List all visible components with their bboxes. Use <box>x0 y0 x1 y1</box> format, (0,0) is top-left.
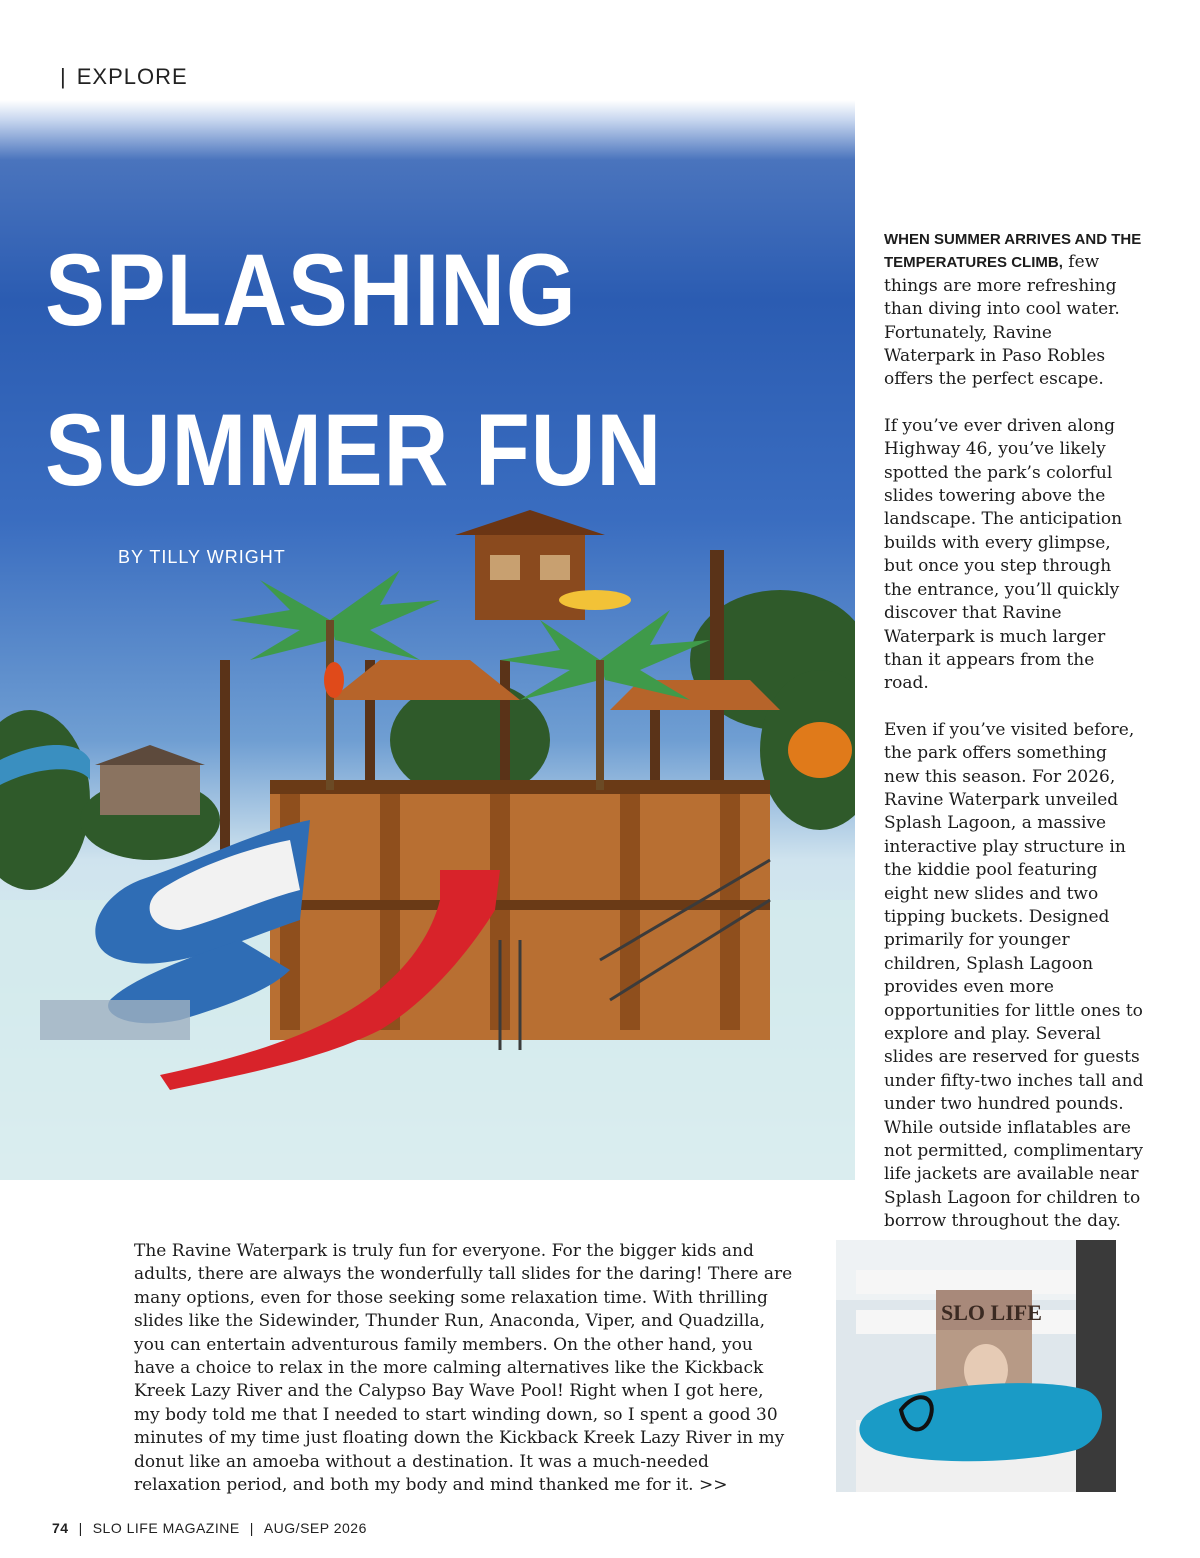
section-name: EXPLORE <box>76 64 188 89</box>
footer-separator: | <box>249 1520 254 1536</box>
lead-rest: few things are more refreshing than diving into cool water. Fortunately, Ravine Waterpark in Paso Robles offers the perfect escape. <box>884 252 1120 390</box>
page-number: 74 <box>52 1520 69 1536</box>
paragraph-3: Even if you’ve visited before, the park offers something new this season. For 2026, Ravine Waterpark unveiled Splash Lagoon, a massive interactive play structure in the kiddie pool featuring eight new slides and two tipping buckets. Designed primarily for younger children, Splash Lagoon provides even more opportunities for little ones to explore and play. Several slides are reserved for guests under fifty-two inches tall and under two hundred pounds. While outside inflatables are not permitted, complimentary life jackets are available near Splash Lagoon for children to borrow throughout the day. <box>884 719 1144 1232</box>
hero-photo <box>0 100 855 1180</box>
paragraph-2: If you’ve ever driven along Highway 46, you’ve likely spotted the park’s colorful slides towering above the landscape. The anticipation builds with every glimpse, but once you step through the entrance, you’ll quickly discover that Ravine Waterpark is much larger than it appears from the road. <box>884 415 1123 694</box>
magazine-name: SLO LIFE MAGAZINE <box>92 1520 240 1536</box>
footer-separator: | <box>78 1520 83 1536</box>
lounge-chair-photo-icon <box>836 1240 1116 1492</box>
page-footer <box>52 1520 367 1536</box>
lead-paragraph <box>884 228 1144 392</box>
article-column <box>884 228 1144 1257</box>
headline-line-1: SPLASHING <box>45 233 577 347</box>
bottom-paragraph: The Ravine Waterpark is truly fun for everyone. For the bigger kids and adults, there are always the wonderfully tall slides for the daring! There are many options, even for those seeking some relaxation time. With thrilling slides like the Sidewinder, Thunder Run, Anaconda, Viper, and Quadzilla, you can entertain adventurous family members. On the other hand, you have a choice to relax in the more calming alternatives like the Kickback Kreek Lazy River and the Calypso Bay Wave Pool! Right when I got here, my body told me that I needed to start winding down, so I spent a good 30 minutes of my time just floating down the Kickback Kreek Lazy River in my donut like an amoeba without a destination. It was a much-needed relaxation period, and both my body and mind thanked me for it. >> <box>134 1241 793 1496</box>
section-label <box>60 64 188 90</box>
magazine-logo: SLO LIFE <box>941 1300 1042 1325</box>
issue-date: AUG/SEP 2026 <box>263 1520 367 1536</box>
byline: BY TILLY WRIGHT <box>118 547 286 567</box>
lead-caps: WHEN SUMMER ARRIVES AND THE TEMPERATURES CLIMB, <box>884 231 1142 272</box>
inset-photo <box>836 1240 1116 1492</box>
headline <box>45 230 749 510</box>
section-bar: | <box>60 64 67 89</box>
headline-line-2: SUMMER FUN <box>45 393 663 507</box>
